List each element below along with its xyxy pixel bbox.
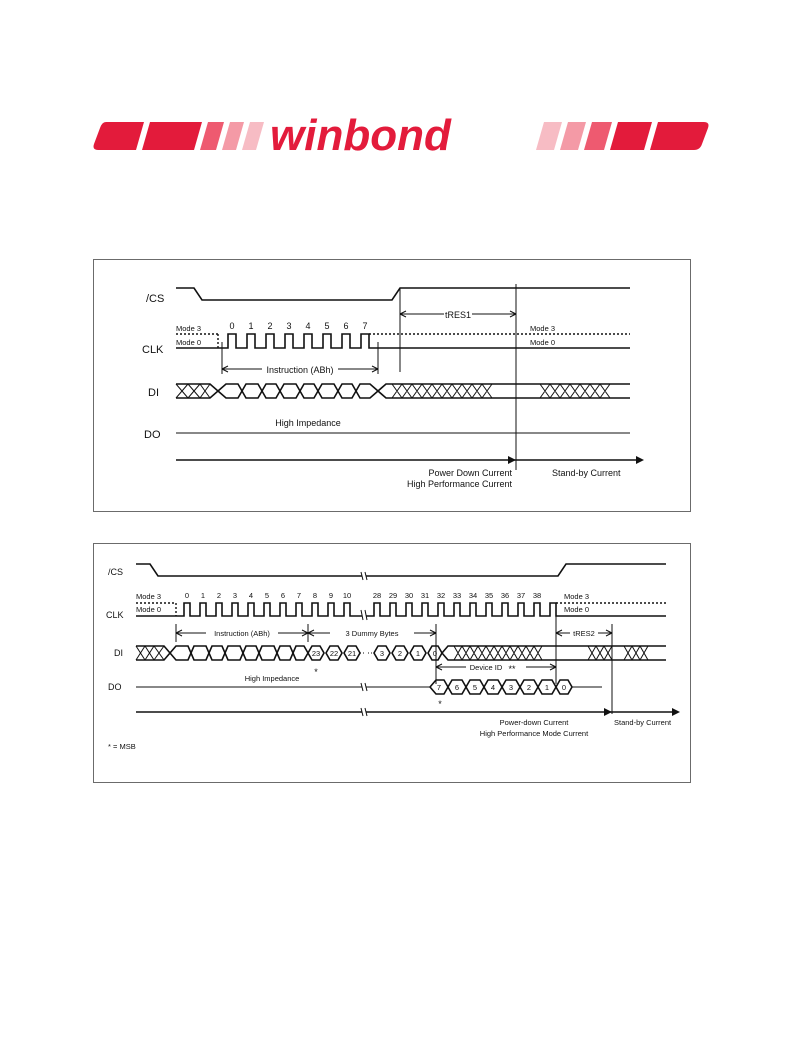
tres2-label: tRES2 xyxy=(573,629,595,638)
clk-number: 35 xyxy=(484,591,494,600)
logo-stripes-left xyxy=(94,122,265,150)
di-waveform xyxy=(176,384,630,398)
do-bit: 3 xyxy=(508,683,514,692)
signal-label-cs: /CS xyxy=(146,293,165,305)
signal-label-di: DI xyxy=(148,387,159,399)
release-power-down-device-id-timing-diagram xyxy=(93,543,691,783)
winbond-logo xyxy=(92,108,710,164)
clk-number: 0 xyxy=(184,591,190,600)
instruction-label: Instruction (ABh) xyxy=(214,629,270,638)
cs-waveform xyxy=(136,564,666,576)
do-bit: 0 xyxy=(561,683,567,692)
clk-number: 36 xyxy=(500,591,510,600)
clk-cycle-numbers-b xyxy=(373,591,541,600)
di-bit: 0 xyxy=(432,649,438,658)
clk-cycle-numbers xyxy=(229,321,367,331)
clk-number: 5 xyxy=(324,321,330,331)
do-bit: 5 xyxy=(472,683,478,692)
clk-number: 29 xyxy=(388,591,398,600)
msb-asterisk-di: * xyxy=(314,667,318,677)
mode3-left-label: Mode 3 xyxy=(136,592,162,601)
clk-number: 7 xyxy=(296,591,302,600)
timeline-break-mark xyxy=(361,708,367,716)
di-bit: 21 xyxy=(347,649,357,658)
clk-number: 0 xyxy=(229,321,235,331)
do-bit: 2 xyxy=(526,683,532,692)
clk-cycle-numbers-a xyxy=(185,591,351,600)
timeline-arrowhead-right xyxy=(672,708,680,716)
clk-number: 5 xyxy=(264,591,270,600)
di-bit: 23 xyxy=(311,649,321,658)
signal-label-do: DO xyxy=(108,682,122,692)
tres1-arrow-left xyxy=(400,311,444,317)
timeline-arrowhead-right xyxy=(636,456,644,464)
mode0-right-label: Mode 0 xyxy=(564,605,590,614)
power-down-current-label: Power Down Current xyxy=(428,468,512,478)
tres1-label: tRES1 xyxy=(444,310,472,320)
clk-waveform-part1 xyxy=(136,603,362,616)
high-performance-current-label: High Performance Current xyxy=(406,479,512,489)
instruction-label: Instruction (ABh) xyxy=(266,365,334,375)
clk-number: 1 xyxy=(200,591,206,600)
clk-number: 31 xyxy=(420,591,430,600)
instruction-arrow-left xyxy=(222,366,262,372)
clk-number: 34 xyxy=(468,591,478,600)
high-impedance-label: High Impedance xyxy=(244,674,300,683)
high-impedance-label: High Impedance xyxy=(275,418,341,428)
signal-label-cs: /CS xyxy=(108,567,124,577)
timeline-arrowhead-mid xyxy=(508,456,516,464)
clk-number: 6 xyxy=(343,321,349,331)
do-bit: 1 xyxy=(544,683,550,692)
power-down-current-label: Power-down Current xyxy=(499,718,569,727)
signal-label-clk: CLK xyxy=(106,610,124,620)
clk-break-mark xyxy=(361,610,367,620)
clk-number: 4 xyxy=(305,321,311,331)
mode0-left-label: Mode 0 xyxy=(176,338,202,347)
clk-number: 2 xyxy=(267,321,273,331)
mode3-right-label: Mode 3 xyxy=(530,324,556,333)
device-id-asterisks: ** xyxy=(508,664,516,674)
device-id-label: Device ID xyxy=(469,663,503,672)
clk-number: 32 xyxy=(436,591,446,600)
clk-number: 7 xyxy=(362,321,368,331)
cs-break-mark xyxy=(361,572,367,580)
signal-label-di: DI xyxy=(114,648,123,658)
release-power-down-timing-diagram xyxy=(93,259,691,512)
mode0-left-label: Mode 0 xyxy=(136,605,162,614)
mode3-left-label: Mode 3 xyxy=(176,324,202,333)
clk-number: 9 xyxy=(328,591,334,600)
clk-number: 3 xyxy=(232,591,238,600)
di-bit: 3 xyxy=(379,649,385,658)
logo-wordmark: winbond xyxy=(270,111,451,160)
clk-number: 10 xyxy=(342,591,352,600)
high-performance-mode-current-label: High Performance Mode Current xyxy=(479,729,589,738)
clk-number: 33 xyxy=(452,591,462,600)
signal-label-do: DO xyxy=(144,429,161,441)
clk-number: 1 xyxy=(248,321,254,331)
cs-waveform xyxy=(176,288,630,300)
clk-number: 3 xyxy=(286,321,292,331)
di-bit: 22 xyxy=(329,649,339,658)
clk-number: 4 xyxy=(248,591,254,600)
mode0-right-label: Mode 0 xyxy=(530,338,556,347)
standby-current-label: Stand-by Current xyxy=(614,718,672,727)
msb-footnote: * = MSB xyxy=(108,742,136,751)
di-bit: 2 xyxy=(397,649,403,658)
clk-number: 28 xyxy=(372,591,382,600)
clk-number: 38 xyxy=(532,591,542,600)
clk-number: 2 xyxy=(216,591,222,600)
standby-current-label: Stand-by Current xyxy=(552,468,621,478)
signal-label-clk: CLK xyxy=(142,344,164,356)
do-break-mark xyxy=(361,683,367,691)
clk-waveform-part2 xyxy=(366,603,666,616)
di-bit: 1 xyxy=(415,649,421,658)
logo-stripes-right xyxy=(536,122,709,150)
do-bit: 6 xyxy=(454,683,460,692)
clk-waveform xyxy=(176,334,630,348)
clk-number: 30 xyxy=(404,591,414,600)
msb-asterisk-do: * xyxy=(438,699,442,709)
tres1-arrow-right xyxy=(472,311,516,317)
clk-number: 8 xyxy=(312,591,318,600)
mode3-right-label: Mode 3 xyxy=(564,592,590,601)
do-bit: 4 xyxy=(490,683,496,692)
timeline-arrowhead-mid xyxy=(604,708,612,716)
clk-number: 37 xyxy=(516,591,526,600)
instruction-arrow-right xyxy=(338,366,378,372)
clk-number: 6 xyxy=(280,591,286,600)
dummy-bytes-label: 3 Dummy Bytes xyxy=(345,629,399,638)
do-bit: 7 xyxy=(436,683,442,692)
